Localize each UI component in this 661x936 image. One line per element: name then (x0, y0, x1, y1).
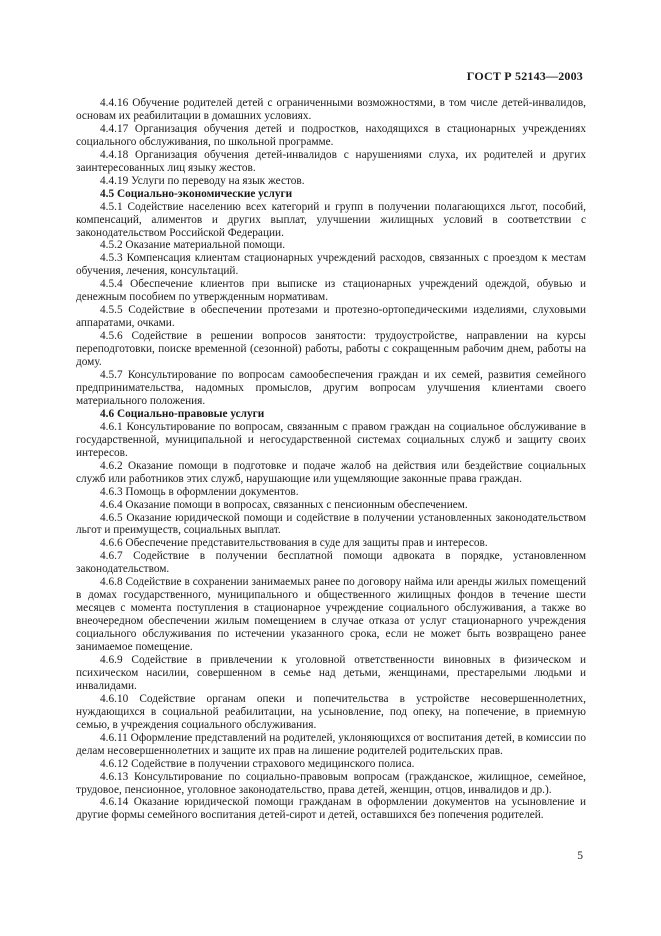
paragraph: 4.5.5 Содействие в обеспечении протезами и протезно-ортопедическими изделиями, слуховыми аппаратами, очками. (76, 304, 586, 330)
paragraph: 4.6.2 Оказание помощи в подготовке и подаче жалоб на действия или бездействие социальных служб или работников этих служб, нарушающие или ущемляющие законные права граждан. (76, 459, 586, 485)
paragraph: 4.4.17 Организация обучения детей и подростков, находящихся в стационарных учреждениях социального обслуживания, по школьной программе. (76, 122, 586, 148)
paragraph: 4.4.19 Услуги по переводу на язык жестов. (100, 174, 305, 187)
paragraph: 4.6.10 Содействие органам опеки и попечительства в устройстве несовершеннолетних, нуждающихся в социальной реабилитации, на усыновление, под опеку, на попечение, в приемную семью, в учреждения социального обслуживания. (76, 692, 586, 731)
paragraph: 4.4.16 Обучение родителей детей с ограниченными возможностями, в том числе детей-инвалидов, основам их реабилитации в домашних условиях. (76, 97, 586, 122)
paragraph: 4.6.3 Помощь в оформлении документов. (100, 485, 299, 498)
paragraph: 4.6.1 Консультирование по вопросам, связанным с правом граждан на социальное обслуживание в государственной, муниципальной и негосударственной системах социальных служб и защиту своих интересов. (76, 420, 586, 459)
paragraph: 4.6.12 Содействие в получении страхового медицинского полиса. (100, 757, 415, 770)
section-heading: 4.6 Социально-правовые услуги (100, 407, 265, 420)
paragraph: 4.5.4 Обеспечение клиентов при выписке из стационарных учреждений одеждой, обувью и денежным пособием по утвержденным нормативам. (76, 278, 586, 304)
section-heading: 4.5 Социально-экономические услуги (100, 187, 293, 200)
paragraph: 4.6.6 Обеспечение представительствования в суде для защиты прав и интересов. (100, 537, 488, 550)
paragraph: 4.6.7 Содействие в получении бесплатной помощи адвоката в порядке, установленном законодательством. (76, 550, 586, 576)
paragraph: 4.6.5 Оказание юридической помощи и содействие в получении установленных законодательством льгот и преимуществ, социальных выплат. (76, 511, 586, 537)
paragraph: 4.6.9 Содействие в привлечении к уголовной ответственности виновных в физическом и психическом насилии, совершенном в семье над детьми, женщинами, престарелыми людьми и инвалидами. (76, 653, 586, 692)
document-body (76, 97, 586, 822)
paragraph: 4.6.8 Содействие в сохранении занимаемых ранее по договору найма или аренды жилых помещений в домах государственного, муниципального и общественного жилищных фондов в течение шести месяцев с момента поступления в стационарное учреждение социального обслуживания, а также во внеочередном обеспечении жилым помещением в случае отказа от услуг стационарного учреждения социального обслуживания по истечении указанного срока, если не может быть возвращено ранее занимаемое помещение. (76, 576, 586, 654)
paragraph: 4.6.13 Консультирование по социально-правовым вопросам (гражданское, жилищное, семейное, трудовое, пенсионное, уголовное законодательство, права детей, женщин, отцов, инвалидов и др.). (76, 770, 586, 796)
paragraph: 4.5.2 Оказание материальной помощи. (100, 239, 286, 252)
paragraph: 4.5.6 Содействие в решении вопросов занятости: трудоустройстве, направлении на курсы переподготовки, поиске временной (сезонной) работы, работы с сокращенным рабочим днем, работы на дому. (76, 330, 586, 369)
paragraph: 4.6.14 Оказание юридической помощи гражданам в оформлении документов на усыновление и другие формы семейного воспитания детей-сирот и детей, оставшихся без попечения родителей. (76, 796, 586, 822)
paragraph: 4.6.11 Оформление представлений на родителей, уклоняющихся от воспитания детей, в комиссии по делам несовершеннолетних и защите их прав на лишение родителей родительских прав. (76, 731, 586, 757)
paragraph: 4.5.3 Компенсация клиентам стационарных учреждений расходов, связанных с проездом к местам обучения, лечения, консультаций. (76, 252, 586, 278)
document-code-header: ГОСТ Р 52143—2003 (466, 69, 583, 83)
paragraph: 4.6.4 Оказание помощи в вопросах, связанных с пенсионным обеспечением. (100, 498, 468, 511)
page-number: 5 (577, 850, 583, 862)
paragraph: 4.4.18 Организация обучения детей-инвалидов с нарушениями слуха, их родителей и других заинтересованных лиц языку жестов. (76, 148, 586, 174)
paragraph: 4.5.7 Консультирование по вопросам самообеспечения граждан и их семей, развития семейного предпринимательства, надомных промыслов, другим вопросам улучшения клиентами своего материального положения. (76, 369, 586, 407)
paragraph: 4.5.1 Содействие населению всех категорий и групп в получении полагающихся льгот, пособий, компенсаций, алиментов и других выплат, улучшении жилищных условий в соответствии с законодательством Российской Федерации. (76, 200, 586, 239)
